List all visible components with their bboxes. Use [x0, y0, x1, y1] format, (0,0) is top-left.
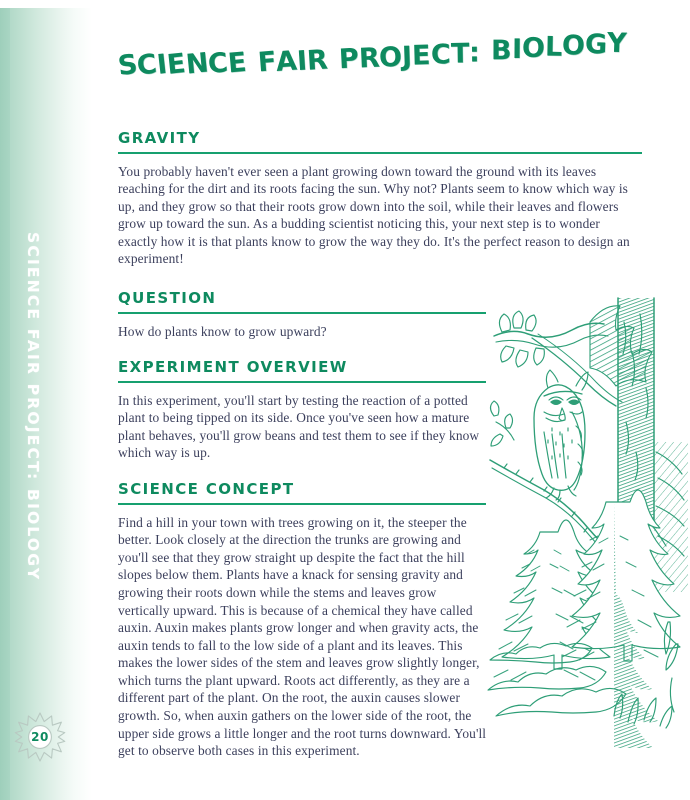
owl-in-tree-with-pines-drawing — [486, 292, 690, 748]
heading-rule — [118, 381, 486, 383]
left-gradient-band — [0, 8, 92, 800]
title-letter: F — [256, 46, 278, 79]
title-letter: S — [116, 48, 140, 83]
title-letter: C — [206, 47, 230, 81]
title-letter: I — [296, 45, 309, 78]
title-letter: C — [135, 48, 160, 82]
title-letter: O — [561, 30, 586, 62]
page-number-badge — [14, 711, 66, 763]
title-letter: E — [412, 40, 432, 72]
title-letter: O — [378, 41, 404, 74]
title-letter: O — [521, 32, 545, 65]
section-heading-science-concept: SCIENCE CONCEPT — [118, 480, 295, 499]
title-letter: : — [469, 37, 481, 69]
title-letter: T — [450, 38, 470, 70]
running-head: SCIENCE FAIR PROJECT: BIOLOGY — [24, 232, 42, 582]
section-heading-gravity: GRAVITY — [118, 129, 201, 147]
heading-rule — [118, 152, 642, 154]
title-letter: E — [165, 48, 188, 81]
page-title-text — [116, 27, 628, 83]
title-letter: R — [358, 42, 381, 75]
title-letter: R — [306, 44, 329, 77]
title-letter: L — [544, 31, 563, 63]
section-body-gravity: You probably haven't ever seen a plant growing down toward the ground with its leaves reaching for the dirt and its roots facing the sun. Why not? Plants seem to know which way is up, and they grow so that their roots grow down into the soil, while their leaves and flowers grow up toward the sun. As a budding scientist noticing this, your next step is to wonder exactly how it is that plants know to grow the way they do. It's the perfect reason to design an experiment! — [118, 163, 630, 267]
spacer — [118, 268, 642, 290]
section-heading-question: QUESTION — [118, 289, 217, 308]
title-letter: J — [401, 41, 413, 73]
section-heading-experiment-overview: EXPERIMENT OVERVIEW — [118, 358, 348, 377]
section-body-experiment-overview: In this experiment, you'll start by testing the reaction of a potted plant to being tipped on its side. Once you've seen how a mature plant behaves, you'll grow beans and test them to see if they know which way is up. — [118, 392, 480, 461]
page-number-text: 20 — [31, 730, 49, 744]
section-gravity — [118, 130, 642, 268]
page-title — [116, 27, 638, 104]
heading-rule — [118, 503, 486, 505]
heading-rule — [118, 312, 486, 314]
title-letter: G — [584, 28, 608, 61]
title-letter: B — [490, 35, 512, 67]
title-letter: I — [511, 34, 522, 66]
band-edge-accent — [0, 8, 10, 800]
title-letter: P — [338, 43, 360, 76]
title-letter: I — [155, 48, 170, 81]
section-body-science-concept: Find a hill in your town with trees growing on it, the steeper the better. Look closely at the direction the trunks are growing and you'll see that they grow straight up despite the fact that the hill slopes below them. Plants have a knack for sensing gravity and growing their roots down while the stems and leaves grow vertically upward. This is because of a chemical they have called auxin. Auxin makes plants grow longer and when gravity acts, the auxin tends to fall to the low side of a plant and its leaves. This makes the lower sides of the stem and leaves grow slightly longer, which turns the plant upward. Roots act differently, as they are a different part of the plant. On the root, the auxin causes slower growth. So, when auxin gathers on the lower side of the root, the upper side grows a little longer and the root turns downward. You'll get to observe both cases in this experiment. — [118, 514, 487, 759]
title-letter: N — [184, 47, 210, 81]
section-body-question: How do plants know to grow upward? — [118, 323, 327, 339]
title-letter: Y — [606, 27, 628, 60]
title-letter: E — [226, 47, 249, 80]
title-letter: A — [275, 45, 299, 79]
title-letter: C — [430, 39, 452, 71]
